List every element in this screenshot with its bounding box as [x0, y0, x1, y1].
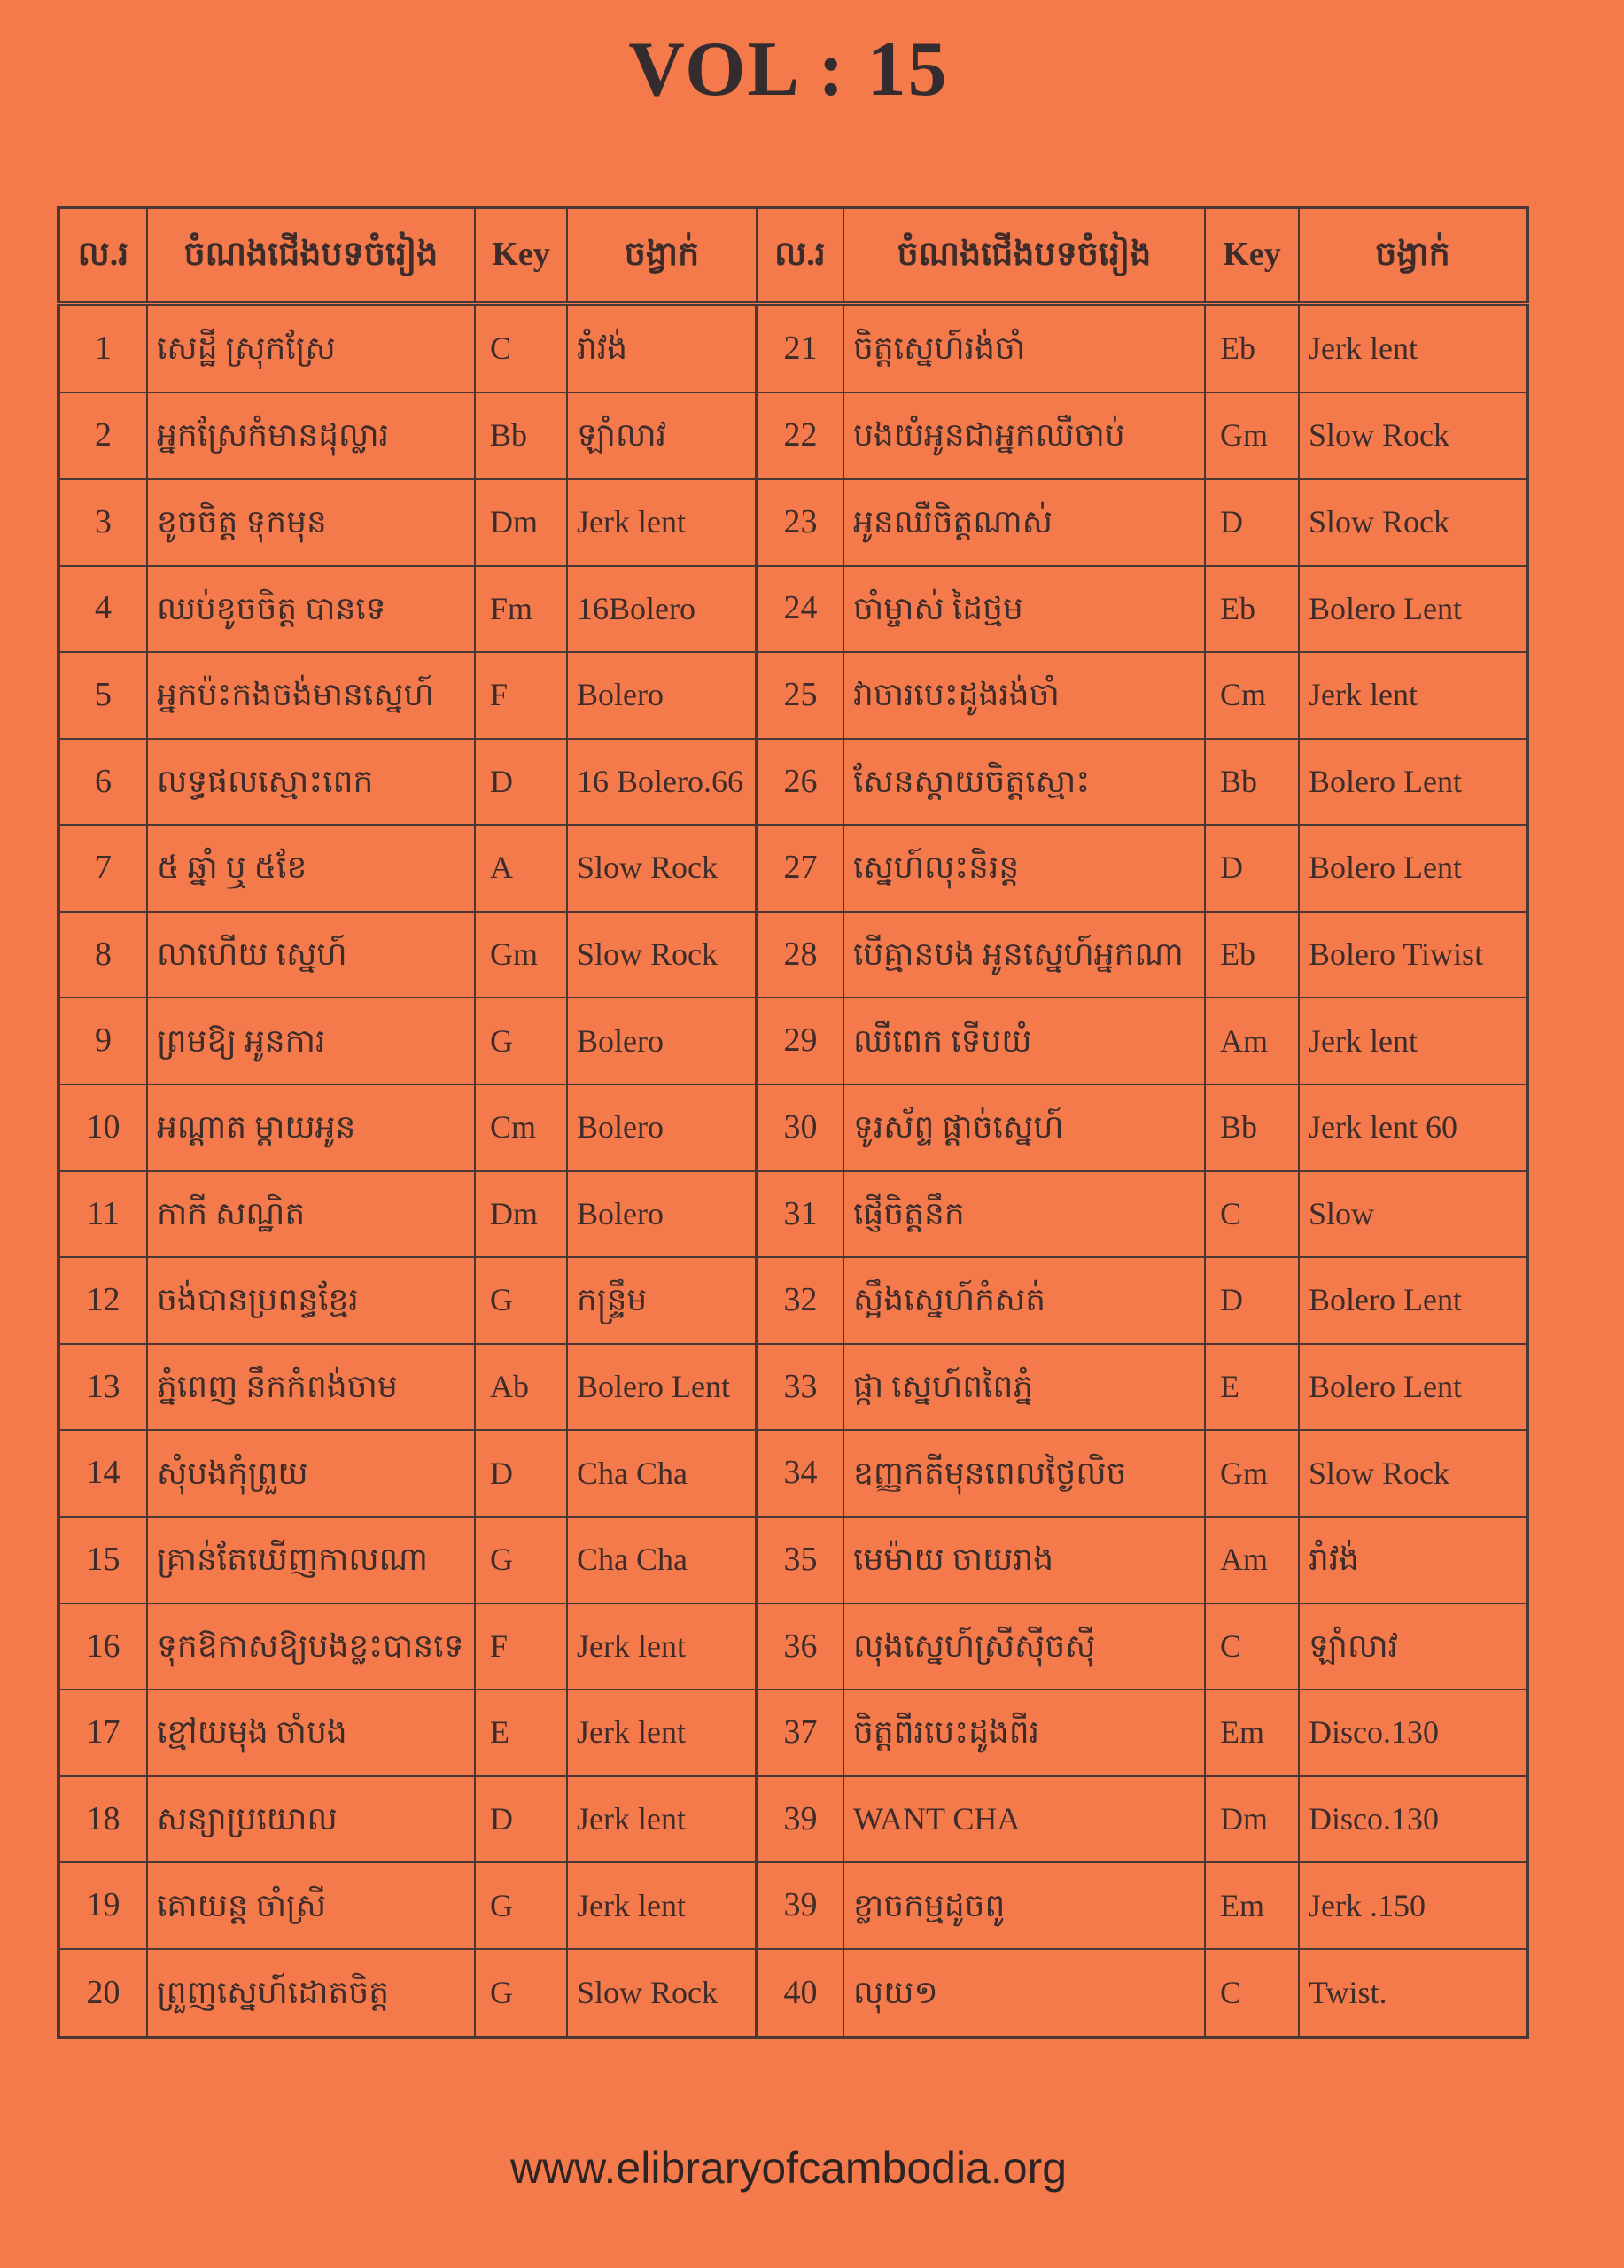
song-rhythm: Jerk lent — [567, 1862, 757, 1949]
song-rhythm: Bolero Lent — [567, 1344, 757, 1431]
table-row — [58, 739, 1527, 826]
song-number: 4 — [58, 566, 147, 653]
table-row — [58, 1257, 1527, 1344]
song-number: 18 — [58, 1776, 147, 1863]
song-rhythm: Bolero Lent — [1299, 1344, 1527, 1431]
song-number: 2 — [58, 392, 147, 479]
song-title: ឧញ្ញកតីមុនពេលថ្ងៃលិច — [843, 1430, 1205, 1517]
song-key: C — [1205, 1604, 1299, 1690]
song-title: ខ្លាចកម្មដូចពូ — [843, 1862, 1205, 1949]
table-row — [58, 1084, 1527, 1171]
song-key: D — [1205, 825, 1299, 912]
song-title: គ្រាន់តែឃើញកាលណា — [147, 1517, 475, 1604]
song-rhythm: Bolero Lent — [1299, 1257, 1527, 1344]
table-row — [58, 1430, 1527, 1517]
song-key: Gm — [475, 912, 567, 998]
song-key: Em — [1205, 1689, 1299, 1776]
song-title: ផ្កា ស្នេហ៍ពពៃភ្នំ — [843, 1344, 1205, 1431]
song-rhythm: Cha Cha — [567, 1517, 757, 1604]
song-number: 36 — [757, 1604, 843, 1690]
header-no: ល.រ — [757, 207, 843, 304]
song-key: A — [475, 825, 567, 912]
song-number: 9 — [58, 998, 147, 1084]
song-key: Fm — [475, 566, 567, 653]
song-number: 16 — [58, 1604, 147, 1690]
song-rhythm: Bolero Lent — [1299, 566, 1527, 653]
song-key: F — [475, 1604, 567, 1690]
song-key: Bb — [1205, 739, 1299, 826]
song-rhythm: Cha Cha — [567, 1430, 757, 1517]
song-title: កាកី សណ្ឋិត — [147, 1171, 475, 1258]
table-row — [58, 392, 1527, 479]
song-number: 17 — [58, 1689, 147, 1776]
song-key: Dm — [475, 1171, 567, 1258]
song-rhythm: Bolero Lent — [1299, 825, 1527, 912]
header-song: ចំណងជើងបទចំរៀង — [843, 207, 1205, 304]
song-rhythm: Bolero — [567, 998, 757, 1084]
song-rhythm: Bolero — [567, 1171, 757, 1258]
song-rhythm: រាំវង់ — [567, 304, 757, 393]
song-number: 6 — [58, 739, 147, 826]
song-rhythm: Jerk lent — [567, 1689, 757, 1776]
song-key: Am — [1205, 1517, 1299, 1604]
song-key: Dm — [1205, 1776, 1299, 1863]
song-number: 13 — [58, 1344, 147, 1431]
song-title: ឈប់ខូចចិត្ត បានទេ — [147, 566, 475, 653]
song-key: Bb — [1205, 1084, 1299, 1171]
song-rhythm: Jerk lent — [1299, 998, 1527, 1084]
song-number: 28 — [757, 912, 843, 998]
song-rhythm: Slow Rock — [1299, 392, 1527, 479]
song-title: អូនឈឺចិត្តណាស់ — [843, 479, 1205, 566]
song-rhythm: Slow — [1299, 1171, 1527, 1258]
song-number: 31 — [757, 1171, 843, 1258]
table-row — [58, 912, 1527, 998]
song-number: 10 — [58, 1084, 147, 1171]
song-rhythm: Bolero — [567, 1084, 757, 1171]
song-title: ចិត្តពីរបេះដូងពីរ — [843, 1689, 1205, 1776]
song-key: Gm — [1205, 392, 1299, 479]
song-title: ផ្ញើចិត្តនឹក — [843, 1171, 1205, 1258]
song-number: 39 — [757, 1862, 843, 1949]
song-title: មេម៉ាយ ចាយរាង — [843, 1517, 1205, 1604]
song-number: 24 — [757, 566, 843, 653]
song-title: លទ្ធផលស្មោះពេក — [147, 739, 475, 826]
song-rhythm: រាំវង់ — [1299, 1517, 1527, 1604]
song-key: G — [475, 1949, 567, 2038]
table-row — [58, 1862, 1527, 1949]
song-rhythm: Bolero — [567, 652, 757, 739]
song-rhythm: កន្ទ្រឹម — [567, 1257, 757, 1344]
song-number: 30 — [757, 1084, 843, 1171]
song-title: ទូរស័ព្ទ ផ្តាច់ស្នេហ៍ — [843, 1084, 1205, 1171]
song-number: 15 — [58, 1517, 147, 1604]
song-title: ចិត្តស្នេហ៍រង់ចាំ — [843, 304, 1205, 393]
song-key: Dm — [475, 479, 567, 566]
song-rhythm: ឡាំលាវ — [1299, 1604, 1527, 1690]
table-row — [58, 1949, 1527, 2038]
song-key: Cm — [475, 1084, 567, 1171]
song-number: 37 — [757, 1689, 843, 1776]
song-key: Gm — [1205, 1430, 1299, 1517]
song-number: 40 — [757, 1949, 843, 2038]
song-number: 21 — [757, 304, 843, 393]
table-row — [58, 1689, 1527, 1776]
song-key: D — [475, 1430, 567, 1517]
song-key: G — [475, 1862, 567, 1949]
song-rhythm: Jerk lent — [1299, 652, 1527, 739]
table-row — [58, 1344, 1527, 1431]
song-title: ស្អឹងស្នេហ៍កំសត់ — [843, 1257, 1205, 1344]
header-rhythm: ចង្វាក់ — [567, 207, 757, 304]
song-number: 34 — [757, 1430, 843, 1517]
song-key: Cm — [1205, 652, 1299, 739]
song-title: បើគ្មានបង អូនស្នេហ៍អ្នកណា — [843, 912, 1205, 998]
song-number: 23 — [757, 479, 843, 566]
song-number: 12 — [58, 1257, 147, 1344]
song-title: ខ្មៅយមុង ចាំបង — [147, 1689, 475, 1776]
song-rhythm: Disco.130 — [1299, 1776, 1527, 1863]
song-title: បងយំអូនជាអ្នកឈឺចាប់ — [843, 392, 1205, 479]
song-title: លុងស្នេហ៍ស្រីស៊ីចស៊ី — [843, 1604, 1205, 1690]
song-number: 29 — [757, 998, 843, 1084]
song-number: 1 — [58, 304, 147, 393]
song-key: Am — [1205, 998, 1299, 1084]
table-row — [58, 1517, 1527, 1604]
song-key: C — [1205, 1949, 1299, 2038]
song-rhythm: Slow Rock — [567, 825, 757, 912]
song-rhythm: Slow Rock — [567, 912, 757, 998]
song-key: C — [1205, 1171, 1299, 1258]
song-title: សុំបងកុំព្រួយ — [147, 1430, 475, 1517]
song-number: 33 — [757, 1344, 843, 1431]
song-title: ព្រួញស្នេហ៍ដោតចិត្ត — [147, 1949, 475, 2038]
song-key: C — [475, 304, 567, 393]
song-table — [57, 206, 1529, 2039]
table-row — [58, 652, 1527, 739]
song-rhythm: Bolero Lent — [1299, 739, 1527, 826]
song-title: ចង់បានប្រពន្ធខ្មែរ — [147, 1257, 475, 1344]
song-title: ព្រមឱ្យ អូនការ — [147, 998, 475, 1084]
song-rhythm: Jerk .150 — [1299, 1862, 1527, 1949]
song-number: 32 — [757, 1257, 843, 1344]
table-header-row — [58, 207, 1527, 304]
song-key: D — [475, 1776, 567, 1863]
song-number: 27 — [757, 825, 843, 912]
song-number: 19 — [58, 1862, 147, 1949]
song-title: លាហើយ ស្នេហ៍ — [147, 912, 475, 998]
song-number: 20 — [58, 1949, 147, 2038]
song-rhythm: Bolero Tiwist — [1299, 912, 1527, 998]
song-title: សន្យាប្រយោល — [147, 1776, 475, 1863]
song-table-body — [58, 304, 1527, 2039]
song-key: D — [475, 739, 567, 826]
table-row — [58, 1776, 1527, 1863]
song-title: វាចារបេះដូងរង់ចាំ — [843, 652, 1205, 739]
header-song: ចំណងជើងបទចំរៀង — [147, 207, 475, 304]
table-row — [58, 1171, 1527, 1258]
song-title: អ្នកស្រែកំមានដុល្លារ — [147, 392, 475, 479]
song-number: 25 — [757, 652, 843, 739]
song-key: Em — [1205, 1862, 1299, 1949]
song-title: ខូចចិត្ត ទុកមុន — [147, 479, 475, 566]
table-row — [58, 479, 1527, 566]
song-rhythm: 16 Bolero.66 — [567, 739, 757, 826]
table-row — [58, 1604, 1527, 1690]
song-rhythm: Jerk lent 60 — [1299, 1084, 1527, 1171]
song-title: ភ្នំពេញ នឹកកំពង់ចាម — [147, 1344, 475, 1431]
song-title: សេដ្ឋី ស្រុកស្រែ — [147, 304, 475, 393]
song-title: សែនស្តាយចិត្តស្មោះ — [843, 739, 1205, 826]
song-rhythm: Slow Rock — [1299, 479, 1527, 566]
song-number: 3 — [58, 479, 147, 566]
song-number: 5 — [58, 652, 147, 739]
song-number: 8 — [58, 912, 147, 998]
song-key: G — [475, 1517, 567, 1604]
song-title: គោយន្ត ចាំស្រី — [147, 1862, 475, 1949]
song-title: WANT CHA — [843, 1776, 1205, 1863]
song-key: Eb — [1205, 912, 1299, 998]
song-key: E — [475, 1689, 567, 1776]
song-key: Ab — [475, 1344, 567, 1431]
song-key: F — [475, 652, 567, 739]
song-rhythm: ឡាំលាវ — [567, 392, 757, 479]
header-no: ល.រ — [58, 207, 147, 304]
song-rhythm: Jerk lent — [567, 1776, 757, 1863]
song-rhythm: Slow Rock — [1299, 1430, 1527, 1517]
table-row — [58, 566, 1527, 653]
song-number: 11 — [58, 1171, 147, 1258]
song-key: G — [475, 1257, 567, 1344]
song-rhythm: Jerk lent — [567, 479, 757, 566]
song-title: លុយ១ — [843, 1949, 1205, 2038]
song-number: 39 — [757, 1776, 843, 1863]
song-rhythm: Jerk lent — [1299, 304, 1527, 393]
song-title: ស្នេហ៍លុះនិរន្ត — [843, 825, 1205, 912]
song-key: E — [1205, 1344, 1299, 1431]
table-row — [58, 825, 1527, 912]
song-number: 35 — [757, 1517, 843, 1604]
song-number: 14 — [58, 1430, 147, 1517]
song-rhythm: Twist. — [1299, 1949, 1527, 2038]
song-key: G — [475, 998, 567, 1084]
song-rhythm: Slow Rock — [567, 1949, 757, 2038]
page-title: VOL : 15 — [628, 27, 949, 113]
song-rhythm: Jerk lent — [567, 1604, 757, 1690]
song-number: 7 — [58, 825, 147, 912]
song-rhythm: 16Bolero — [567, 566, 757, 653]
header-key: Key — [475, 207, 567, 304]
song-number: 22 — [757, 392, 843, 479]
song-title: អ្នកប៉ះកងចង់មានស្នេហ៍ — [147, 652, 475, 739]
table-row — [58, 304, 1527, 393]
header-key: Key — [1205, 207, 1299, 304]
song-title: ទុកឱកាសឱ្យបងខ្លះបានទេ — [147, 1604, 475, 1690]
footer-url: www.elibraryofcambodia.org — [509, 2143, 1068, 2193]
song-key: D — [1205, 479, 1299, 566]
header-rhythm: ចង្វាក់ — [1299, 207, 1527, 304]
song-title: អណ្តាត ម្តាយអូន — [147, 1084, 475, 1171]
song-key: Eb — [1205, 566, 1299, 653]
song-number: 26 — [757, 739, 843, 826]
table-row — [58, 998, 1527, 1084]
song-key: Bb — [475, 392, 567, 479]
song-key: D — [1205, 1257, 1299, 1344]
song-key: Eb — [1205, 304, 1299, 393]
song-rhythm: Disco.130 — [1299, 1689, 1527, 1776]
song-title: ឈឺពេក ទើបយំ — [843, 998, 1205, 1084]
song-title: ចាំម្ចាស់ ដៃថ្មម — [843, 566, 1205, 653]
song-title: ៥ ឆ្នាំ ឬ ៥ខែ — [147, 825, 475, 912]
